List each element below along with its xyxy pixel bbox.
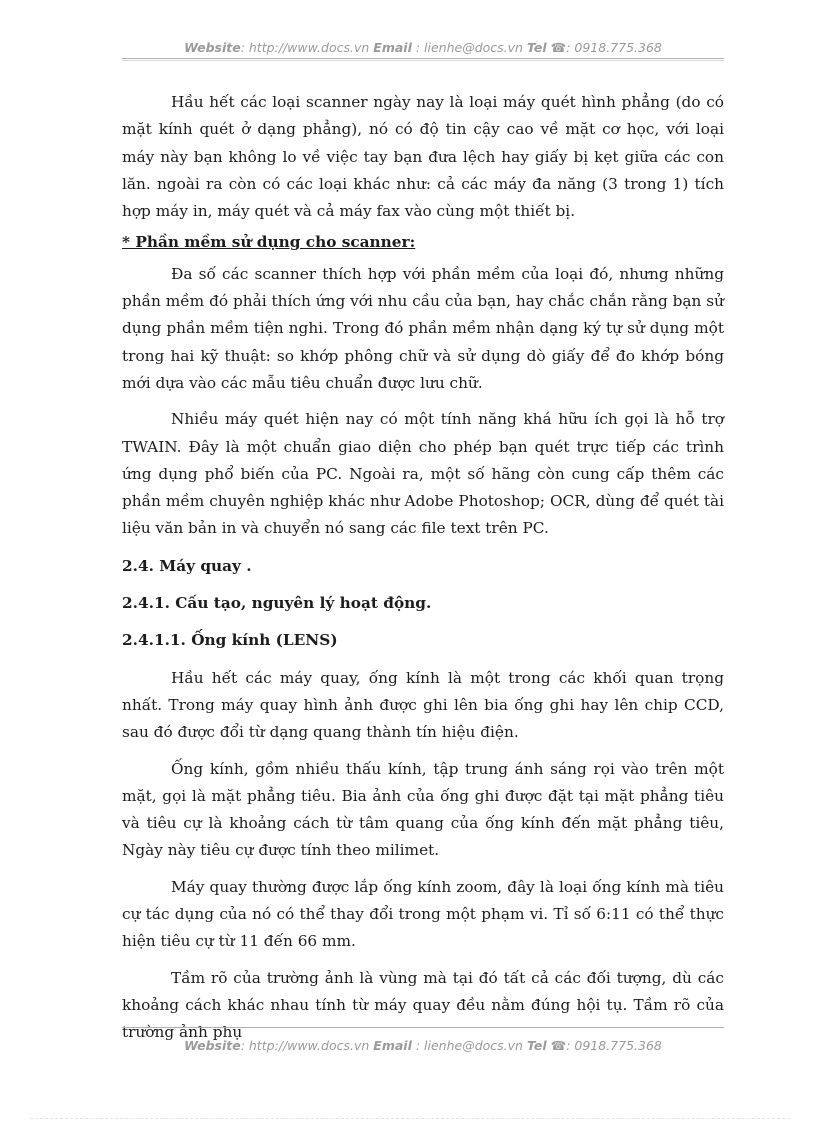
heading-2-4: 2.4. Máy quay .	[122, 556, 252, 575]
phone-icon: ☎	[550, 1038, 567, 1053]
paragraph-zoom-lens: Máy quay thường được lắp ống kính zoom, đây là loại ống kính mà tiêu cự tác dụng của nó có thể thay đổi trong một phạm vi. Tỉ số 6:11 có thể thực hiện tiêu cự từ 11 đến 66 mm.	[122, 877, 724, 951]
header-tel-value: : 0918.775.368	[566, 40, 662, 55]
paragraph-twain: Nhiều máy quét hiện nay có một tính năng khá hữu ích gọi là hỗ trợ TWAIN. Đây là một chuẩn giao diện cho phép bạn quét trực tiếp các trình ứng dụng phổ biến của PC. Ngoài ra, một số hãng còn cung cấp thêm các phần mềm chuyên nghiệp khác như Adobe Photoshop; OCR, dùng để quét tài liệu văn bản in và chuyển nó sang các file text trên PC.	[122, 410, 724, 538]
header-email-link[interactable]: : lienhe@docs.vn	[415, 40, 523, 55]
footer-email-link[interactable]: : lienhe@docs.vn	[415, 1038, 523, 1053]
paragraph-scanner-software: Đa số các scanner thích hợp với phần mềm của loại đó, nhưng những phần mềm đó phải thích ứng với nhu cầu của bạn, hay chắc chắn rằng bạn sử dụng phần mềm tiện nghi. Trong đó phần mềm nhận dạng ký tự sử dụng một trong hai kỹ thuật: so khớp phông chữ và sử dụng dò giấy để đo khớp bóng mới dựa vào các mẫu tiêu chuẩn được lưu chữ.	[122, 264, 724, 392]
page-boundary	[30, 1118, 790, 1119]
header-rule	[122, 58, 724, 61]
footer-website-link[interactable]: : http://www.docs.vn	[240, 1038, 370, 1053]
paragraph-depth-of-field: Tầm rõ của trường ảnh là vùng mà tại đó tất cả các đối tượng, dù các khoảng cách khác nhau tính từ máy quay đều nằm đúng hội tụ. Tầm rõ của trường ảnh phụ	[122, 968, 724, 1042]
page-footer	[122, 1038, 724, 1054]
footer-tel-label: Tel	[526, 1038, 547, 1053]
header-tel-label: Tel	[526, 40, 547, 55]
footer-website-label: Website	[184, 1038, 241, 1053]
paragraph-lens-focal: Ống kính, gồm nhiều thấu kính, tập trung ánh sáng rọi vào trên một mặt, gọi là mặt phẳng tiêu. Bia ảnh của ống ghi được đặt tại mặt phẳng tiêu và tiêu cự là khoảng cách từ tâm quang của ống kính đến mặt phẳng tiêu, Ngày này tiêu cự được tính theo milimet.	[122, 759, 724, 860]
heading-2-4-1: 2.4.1. Cấu tạo, nguyên lý hoạt động.	[122, 594, 432, 613]
header-website-label: Website	[184, 40, 241, 55]
page-header	[122, 40, 724, 56]
document-body	[122, 89, 724, 1047]
phone-icon: ☎	[550, 40, 567, 55]
paragraph-lens-intro: Hầu hết các máy quay, ống kính là một trong các khối quan trọng nhất. Trong máy quay hình ảnh được ghi lên bia ống ghi hay lên chip CCD, sau đó được đổi từ dạng quang thành tín hiệu điện.	[122, 668, 724, 742]
paragraph-flatbed-scanner: Hầu hết các loại scanner ngày nay là loại máy quét hình phẳng (do có mặt kính quét ở dạng phẳng), nó có độ tin cậy cao về mặt cơ học, với loại máy này bạn không lo về việc tay bạn đưa lệch hay giấy bị kẹt giữa các con lăn. ngoài ra còn có các loại khác như: cả các máy đa năng (3 trong 1) tích hợp máy in, máy quét và cả máy fax vào cùng một thiết bị.	[122, 93, 724, 221]
heading-2-4-1-1: 2.4.1.1. Ống kính (LENS)	[122, 631, 338, 650]
footer-rule	[122, 1027, 724, 1028]
footer-tel-value: : 0918.775.368	[566, 1038, 662, 1053]
heading-scanner-software: * Phần mềm sử dụng cho scanner:	[122, 233, 416, 252]
header-website-link[interactable]: : http://www.docs.vn	[240, 40, 370, 55]
footer-email-label: Email	[373, 1038, 412, 1053]
header-email-label: Email	[373, 40, 412, 55]
